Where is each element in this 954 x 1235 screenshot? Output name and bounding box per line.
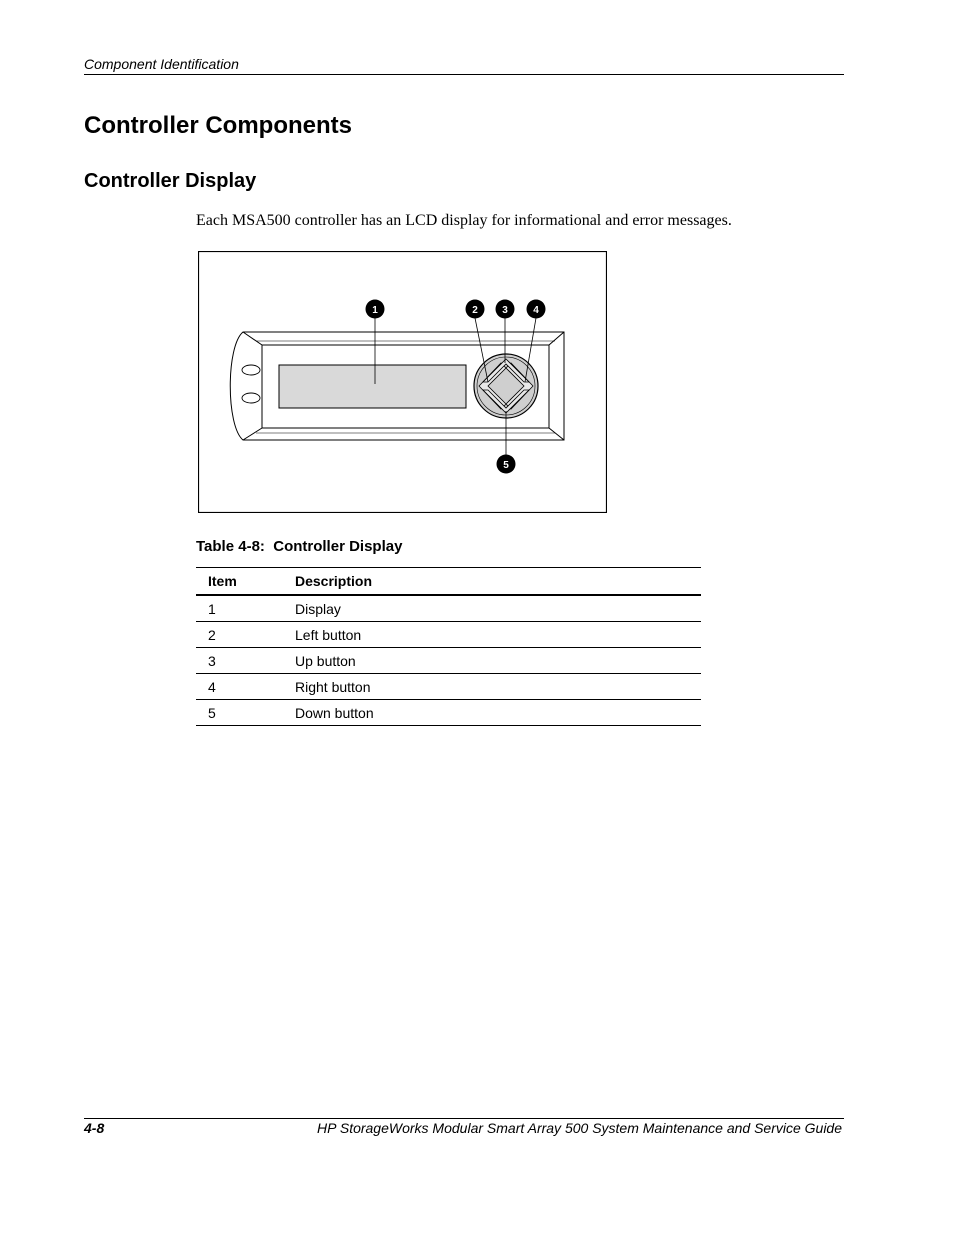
item-cell: 5	[196, 700, 295, 726]
item-cell: 2	[196, 622, 295, 648]
body-paragraph: Each MSA500 controller has an LCD display for informational and error messages.	[196, 212, 732, 229]
callout-3-label: 3	[502, 305, 508, 316]
table-row	[196, 674, 701, 700]
callout-1-label: 1	[372, 305, 378, 316]
footer-rule	[84, 1118, 844, 1119]
table-row	[196, 700, 701, 726]
description-cell: Down button	[295, 700, 701, 726]
table-header-row	[196, 568, 701, 596]
callout-2-label: 2	[472, 305, 478, 316]
table-row	[196, 622, 701, 648]
table-row	[196, 595, 701, 622]
section-title: Controller Components	[84, 112, 352, 139]
column-header-item: Item	[196, 568, 295, 596]
subsection-title: Controller Display	[84, 170, 257, 192]
description-cell: Left button	[295, 622, 701, 648]
item-cell: 4	[196, 674, 295, 700]
description-cell: Right button	[295, 674, 701, 700]
table-caption: Table 4-8: Controller Display	[196, 538, 403, 555]
book-title: HP StorageWorks Modular Smart Array 500 System Maintenance and Service Guide	[317, 1120, 842, 1136]
led-top-icon	[242, 365, 260, 375]
lcd-display	[279, 365, 466, 408]
running-header: Component Identification	[84, 56, 239, 72]
description-cell: Display	[295, 595, 701, 622]
controller-display-figure	[198, 251, 607, 513]
page-number: 4-8	[84, 1120, 105, 1136]
item-cell: 3	[196, 648, 295, 674]
controller-display-table	[196, 567, 701, 726]
table-row	[196, 648, 701, 674]
header-rule	[84, 74, 844, 75]
item-cell: 1	[196, 595, 295, 622]
callout-5-label: 5	[503, 460, 509, 471]
led-bottom-icon	[242, 393, 260, 403]
column-header-description: Description	[295, 568, 701, 596]
callout-4-label: 4	[533, 305, 539, 316]
description-cell: Up button	[295, 648, 701, 674]
